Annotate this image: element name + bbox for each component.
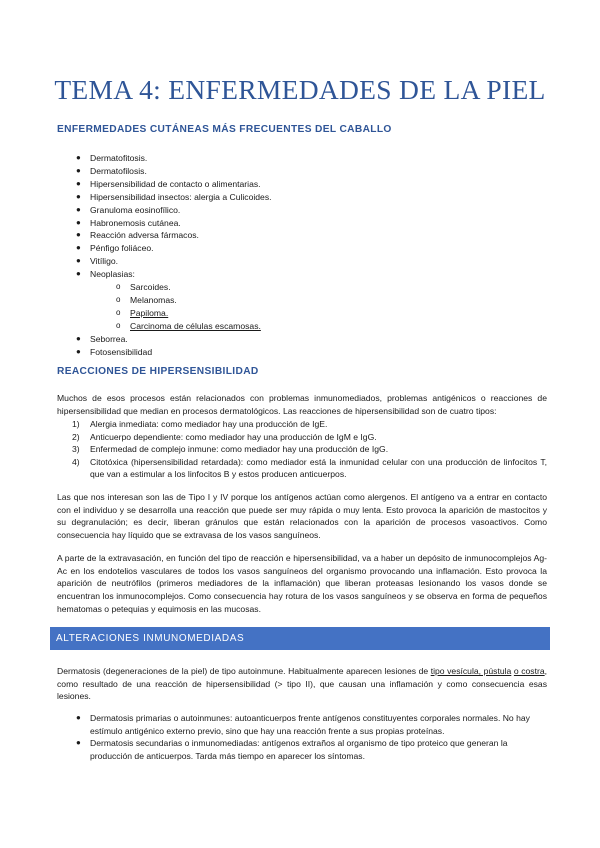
paragraph-dermatosis: Dermatosis (degeneraciones de la piel) de tipo autoinmune. Habitualmente aparecen lesiones de tipo vesícula, pústula o costra, como resultado de una reacción de hipersensibilidad (> tipo II), que causan una inflamación y como consecuencia esas lesiones. [57, 666, 548, 702]
bullet-icon: ● [76, 346, 81, 356]
bullet-icon: ● [76, 165, 81, 175]
bullet-icon: ● [76, 269, 81, 279]
list-item: ● Vitíligo. [76, 256, 119, 267]
circle-bullet-icon: o [116, 294, 121, 304]
sublist-item: o Melanomas. [116, 294, 177, 305]
bullet-icon: ● [76, 153, 81, 162]
sublist-item: o Carcinoma de células escamosas. [116, 320, 261, 331]
list-item: ● Granuloma eosinofílico. [76, 204, 181, 215]
list-item: ● Seborrea. [76, 333, 128, 344]
section-heading-hipersensibilidad: REACCIONES DE HIPERSENSIBILIDAD [57, 366, 259, 377]
bullet-icon: ● [76, 191, 81, 201]
section-heading-enfermedades: ENFERMEDADES CUTÁNEAS MÁS FRECUENTES DEL CABALLO [57, 124, 392, 135]
circle-bullet-icon: o [116, 282, 121, 292]
bullet-icon: ● [76, 333, 81, 343]
list-item: ● Neoplasias: o Sarcoides. o Melanomas. o Papiloma. o Carcinoma de células escamosas. [76, 268, 272, 333]
bullet-icon: ● [76, 256, 81, 266]
bullet-icon: ● [76, 230, 81, 240]
list-item: ● Dermatofilosis. [76, 165, 147, 176]
numbered-item: 4) Citotóxica (hipersensibilidad retardada): como mediador está la inmunidad celular con una producción de linfocitos T, que van a estimular a los linfocitos B y estos producen anticuerpos. [72, 456, 547, 479]
circle-bullet-icon: o [116, 320, 121, 330]
paragraph-intro: Muchos de esos procesos están relacionados con problemas inmunomediados, problemas antigénicos o reacciones de hipersensibilidad que median en procesos dermatológicos. Las reacciones de hipersensibilidad son de cuatro tipos: [57, 393, 547, 416]
list-item: ● Pénfigo foliáceo. [76, 243, 154, 254]
numbered-item: 1) Alergia inmediata: como mediador hay una producción de IgE. [72, 419, 328, 429]
section-banner-alteraciones: ALTERACIONES INMUNOMEDIADAS [50, 627, 550, 650]
list-item: ● Reacción adversa fármacos. [76, 230, 199, 241]
sublist-item: o Papiloma. [116, 307, 169, 318]
list-item: ● Dermatosis primarias o autoinmunes: autoanticuerpos frente antígenos constituyentes corporales normales. No hay estímulo antigénico externo previo, sino que hay una reacción frente a sus propias proteínas. [76, 713, 530, 736]
bullet-icon: ● [76, 738, 81, 748]
list-item: ● Dermatosis secundarias o inmunomediadas: antígenos extraños al organismo de tipo proteico que generan la producción de anticuerpos. Tarda más tiempo en aparecer los síntomas. [76, 738, 508, 761]
list-item: ● Hipersensibilidad de contacto o alimentarias. [76, 178, 261, 189]
bullet-icon: ● [76, 217, 81, 227]
list-item: ● Hipersensibilidad insectos: alergia a Culicoides. [76, 191, 272, 202]
list-item: ● Dermatofitosis. [76, 153, 148, 163]
bullet-icon: ● [76, 204, 81, 214]
circle-bullet-icon: o [116, 307, 121, 317]
bullet-icon: ● [76, 178, 81, 188]
page-title: TEMA 4: ENFERMEDADES DE LA PIEL [54, 74, 546, 105]
list-item: ● Habronemosis cutánea. [76, 217, 181, 228]
hypersensitivity-types-list [72, 418, 547, 481]
sublist-item: o Sarcoides. [116, 282, 171, 293]
list-item: ● Fotosensibilidad [76, 346, 153, 357]
paragraph-tipos: Las que nos interesan son las de Tipo I y IV porque los antígenos actúan como alergenos. El antígeno va a entrar en contacto con el individuo y se desarrolla una reacción que puede ser muy rápida o muy lenta. Esto provoca la aparición de mastocitos y su degranulación; es decir, liberan gránulos que están relacionados con la aparición de procesos vasoactivos. Como consecuencia hay líquido que se extravasa de los vasos sanguíneos. [57, 492, 547, 541]
bullet-icon: ● [76, 243, 81, 253]
neoplasias-sublist [90, 281, 272, 333]
numbered-item: 3) Enfermedad de complejo inmune: como mediador hay una producción de IgG. [72, 444, 389, 454]
dermatosis-list [76, 712, 546, 762]
bullet-icon: ● [76, 713, 81, 722]
numbered-item: 2) Anticuerpo dependiente: como mediador hay una producción de IgM e IgG. [72, 431, 377, 442]
paragraph-extravasacion: A parte de la extravasación, en función del tipo de reacción e hipersensibilidad, va a haber un depósito de inmunocomplejos Ag-Ac en los endotelios vasculares de todos los vasos sanguíneos del organismo provocando una inflamación. Esto provoca la aparición de neutrófilos (primeros mediadores de la inflamación) que liberan proteasas lesionando los vasos donde se encuentran los inmunocomplejos. Como consecuencia hay rotura de los vasos sanguíneos y se observa en forma de pequeños hematomas o petequias y equimosis en las mucosas. [57, 553, 547, 614]
diseases-list [76, 152, 272, 359]
